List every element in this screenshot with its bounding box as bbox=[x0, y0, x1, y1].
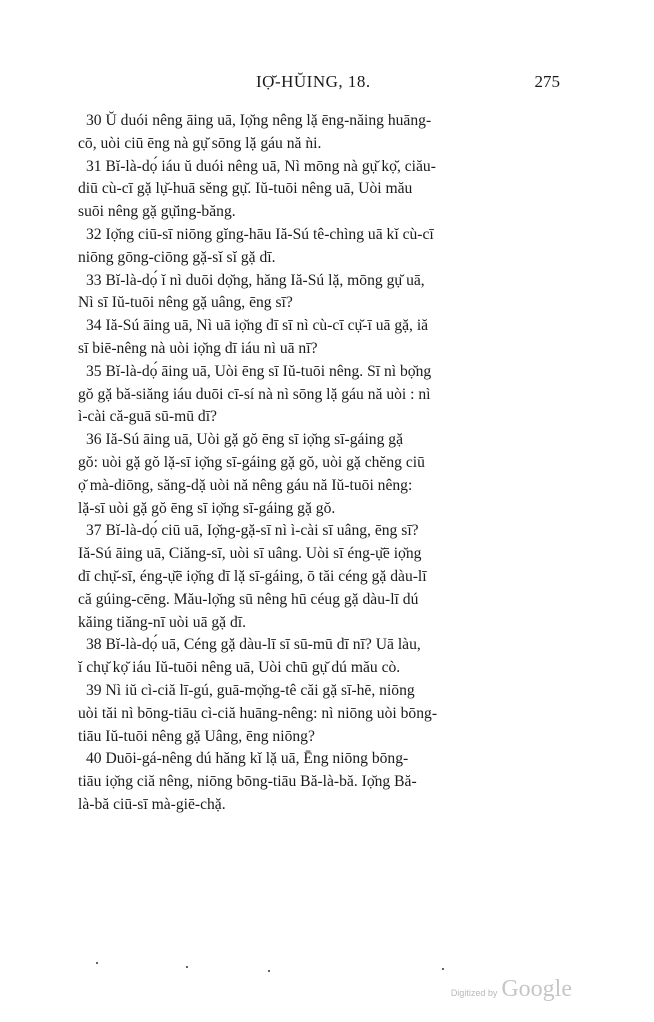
verse-line: ĭ chụ̆ kọ̆ iáu Iŭ-tuōi nêng uā, Uòi chū gụ̆ dú mău cò. bbox=[78, 659, 401, 677]
verse-line: gŏ: uòi gặ gŏ lặ-sī iọ̆ng sī-gáing gặ gŏ, uòi gặ chĕng ciū bbox=[78, 453, 425, 471]
verse bbox=[78, 361, 566, 429]
verse-line: ọ̆ mà-diōng, săng-dặ uòi nă nêng gáu nă Iŭ-tuōi nêng: bbox=[78, 476, 413, 494]
page-number: 275 bbox=[534, 72, 560, 91]
chapter-title: IỌ̆-HŬING, 18. bbox=[256, 72, 371, 91]
verse-line: 35 Bĭ-là-dọ́ āing uā, Uòi ēng sī Iŭ-tuōi nêng. Sī nì bọ̆ng bbox=[86, 362, 432, 380]
verse bbox=[78, 110, 566, 156]
verse bbox=[78, 315, 566, 361]
verse-line: Iă-Sú āing uā, Ciăng-sī, uòi sī uâng. Uòi sī éng-ụ̆ē iọ̆ng bbox=[78, 545, 422, 563]
verse bbox=[78, 634, 566, 680]
scan-speck bbox=[186, 966, 188, 968]
verse-line: tiāu iọ̆ng ciă nêng, niōng bōng-tiāu Bă-là-bă. Iọ̆ng Bă- bbox=[78, 773, 417, 791]
scan-speck bbox=[96, 962, 98, 964]
verse-line: 37 Bĭ-là-dọ́ ciū uā, Iọ̆ng-gặ-sī nì ì-cài sī uâng, ēng sī? bbox=[86, 522, 419, 540]
verse bbox=[78, 156, 566, 224]
verse-line: suōi nêng gặ gụ̆ing-băng. bbox=[78, 203, 236, 221]
scripture-text bbox=[78, 110, 566, 817]
verse-line: sī biē-nêng nà uòi iọ̆ng dī iáu nì uā nī? bbox=[78, 339, 318, 357]
verse-line: 39 Nì iŭ cì-ciă lī-gú, guā-mọ̆ng-tê căi gặ sī-hē, niōng bbox=[86, 681, 415, 699]
verse bbox=[78, 224, 566, 270]
verse bbox=[78, 270, 566, 316]
verse bbox=[78, 429, 566, 520]
verse-line: Nì sī Iŭ-tuōi nêng gặ uâng, ēng sī? bbox=[78, 294, 293, 312]
scan-speck bbox=[442, 968, 444, 970]
digitized-by-label: Digitized by bbox=[450, 988, 498, 998]
verse-line: cō, uòi ciū ēng nà gụ̆ sōng lặ gáu nă ǹi. bbox=[78, 134, 322, 152]
verse-line: 36 Iă-Sú āing uā, Uòi gặ gŏ ēng sī iọ̆ng sī-gáing gặ bbox=[86, 431, 404, 449]
verse-line: 34 Iă-Sú āing uā, Nì uā iọ̆ng dī sī nì cù-cī cụ̆-ī uā gặ, iă bbox=[86, 317, 429, 335]
scan-specks bbox=[90, 958, 450, 978]
verse-line: 33 Bĭ-là-dọ́ ĭ nì duōi dọ̆ng, hăng Iă-Sú lặ, mōng gụ̆ uā, bbox=[86, 271, 425, 289]
running-header bbox=[80, 72, 560, 96]
verse bbox=[78, 520, 566, 634]
verse-line: lặ-sī uòi gặ gŏ ēng sī iọ̆ng sī-gáing gặ gŏ. bbox=[78, 499, 336, 517]
verse-line: 30 Ŭ duói nêng āing uā, Iọ̆ng nêng lặ ēng-năing huāng- bbox=[86, 112, 432, 129]
verse-line: 40 Duōi-gá-nêng dú hăng kĭ lặ uā, Ēng niōng bōng- bbox=[86, 750, 409, 768]
verse-line: dī chụ̆-sī, éng-ụ̆ē iọ̆ng dī lặ sī-gáing, ō tăi céng gặ dàu-lī bbox=[78, 567, 427, 585]
verse-line: 32 Iọ̆ng ciū-sī niōng gĭng-hāu Iă-Sú tê-chìng uā kĭ cù-cī bbox=[86, 225, 434, 243]
verse-line: kăing tiăng-nī uòi uā gặ dī. bbox=[78, 613, 247, 631]
verse bbox=[78, 748, 566, 816]
digitized-watermark bbox=[451, 976, 572, 1003]
verse-line: 31 Bĭ-là-dọ́ iáu ŭ duói nêng uā, Nì mōng nà gụ̆ kọ̆, ciău- bbox=[86, 157, 436, 175]
verse-line: diū cù-cī gặ lụ̆-huā sĕng gụ̆. Iŭ-tuōi nêng uā, Uòi mău bbox=[78, 180, 413, 198]
verse-line: gŏ gặ bă-siăng iáu duōi cī-sí nà nì sōng lặ gáu nă uòi : nì bbox=[78, 385, 431, 403]
verse-line: là-bă ciū-sī mà-giē-chặ. bbox=[78, 795, 226, 813]
verse-line: 38 Bĭ-là-dọ́ uā, Céng gặ dàu-lī sī sū-mū dī nī? Uā làu, bbox=[86, 636, 421, 654]
verse-line: niōng gōng-ciōng gặ-sĭ sĭ gặ dī. bbox=[78, 248, 276, 266]
verse bbox=[78, 680, 566, 748]
verse-line: ì-cài că-guā sū-mū dī? bbox=[78, 408, 217, 426]
google-logo: Google bbox=[501, 976, 572, 1002]
verse-line: că gúing-cēng. Mău-lọ̆ng sū nêng hū céug gặ dàu-lī dú bbox=[78, 590, 419, 608]
scan-speck bbox=[268, 970, 270, 972]
verse-line: tiāu Iŭ-tuōi nêng gặ Uâng, ēng niōng? bbox=[78, 727, 315, 745]
verse-line: uòi tăi nì bōng-tiāu cì-ciă huāng-nêng: nì niōng uòi bōng- bbox=[78, 704, 438, 722]
